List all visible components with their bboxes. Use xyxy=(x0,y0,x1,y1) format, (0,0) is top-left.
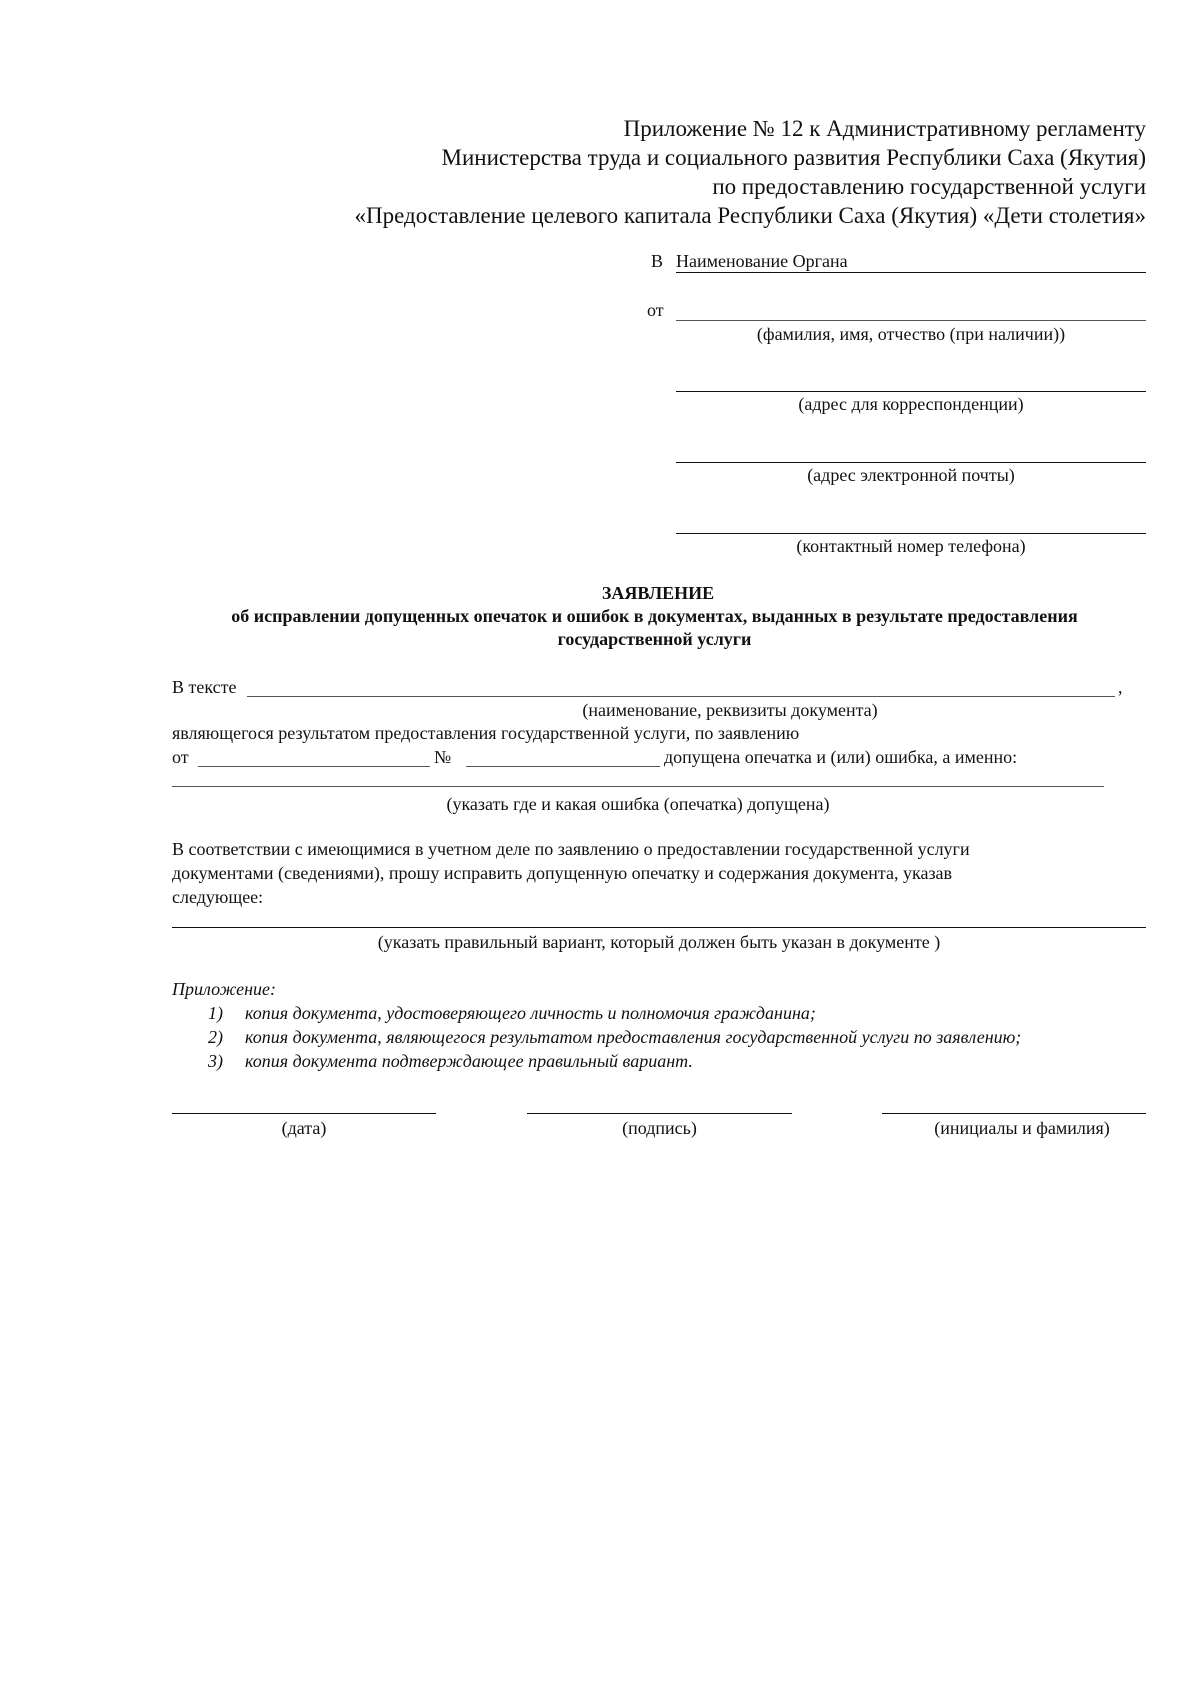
attachment-text: копия документа подтверждающее правильный вариант. xyxy=(245,1051,693,1071)
addressee-email-line[interactable] xyxy=(676,462,1146,463)
paragraph-line-3: следующее: xyxy=(172,887,264,907)
attachment-num: 2) xyxy=(208,1027,223,1047)
document-name-line[interactable] xyxy=(247,696,1115,697)
error-description-line[interactable] xyxy=(172,786,1104,787)
addressee-to-value: Наименование Органа xyxy=(676,251,848,271)
caption-fio: (фамилия, имя, отчество (при наличии)) xyxy=(756,324,1066,344)
from-word: от xyxy=(172,747,189,767)
attachment-num: 1) xyxy=(208,1003,223,1023)
header-line-3: по предоставлению государственной услуги xyxy=(712,174,1146,199)
application-number-line[interactable] xyxy=(466,766,660,767)
paragraph-line-1: В соответствии с имеющимися в учетном деле по заявлению о предоставлении государственной услуги xyxy=(172,839,970,859)
application-date-line[interactable] xyxy=(198,766,430,767)
document-subtitle-2: государственной услуги xyxy=(557,629,752,649)
caption-email: (адрес электронной почты) xyxy=(807,465,1015,485)
addressee-phone-line[interactable] xyxy=(676,533,1146,534)
attachment-num: 3) xyxy=(208,1051,223,1071)
in-text-comma: , xyxy=(1118,677,1123,697)
addressee-address-line[interactable] xyxy=(676,391,1146,392)
caption-address: (адрес для корреспонденции) xyxy=(798,394,1024,414)
signature-line[interactable] xyxy=(527,1113,792,1114)
attachments-heading: Приложение: xyxy=(172,979,277,999)
document-title: ЗАЯВЛЕНИЕ xyxy=(601,583,715,603)
attachment-text: копия документа, удостоверяющего личность и полномочия гражданина; xyxy=(245,1003,816,1023)
error-text: допущена опечатка и (или) ошибка, а именно: xyxy=(664,747,1018,767)
result-line-text: являющегося результатом предоставления государственной услуги, по заявлению xyxy=(172,723,800,743)
paragraph-line-2: документами (сведениями), прошу исправить допущенную опечатку и содержания документа, указав xyxy=(172,863,953,883)
addressee-fio-line[interactable] xyxy=(676,320,1146,321)
caption-error: (указать где и какая ошибка (опечатка) допущена) xyxy=(446,794,830,814)
date-line[interactable] xyxy=(172,1113,436,1114)
correct-variant-line[interactable] xyxy=(172,927,1146,928)
addressee-from-prefix: от xyxy=(647,300,664,320)
caption-correct: (указать правильный вариант, который должен быть указан в документе ) xyxy=(377,932,941,952)
header-line-1: Приложение № 12 к Административному регламенту xyxy=(623,116,1146,141)
caption-signature: (подпись) xyxy=(622,1118,697,1138)
addressee-to-line[interactable] xyxy=(676,272,1146,273)
header-line-2: Министерства труда и социального развития Республики Саха (Якутия) xyxy=(441,145,1146,170)
caption-document: (наименование, реквизиты документа) xyxy=(582,700,878,720)
caption-phone: (контактный номер телефона) xyxy=(796,536,1026,556)
addressee-to-prefix: В xyxy=(651,251,664,271)
header-line-4: «Предоставление целевого капитала Республики Саха (Якутия) «Дети столетия» xyxy=(354,203,1146,228)
number-sign: № xyxy=(434,747,452,767)
in-text-label: В тексте xyxy=(172,677,237,697)
document-subtitle-1: об исправлении допущенных опечаток и ошибок в документах, выданных в результате предоставления xyxy=(231,606,1078,626)
caption-name: (инициалы и фамилия) xyxy=(934,1118,1110,1138)
caption-date: (дата) xyxy=(281,1118,327,1138)
attachment-text: копия документа, являющегося результатом предоставления государственной услуги по заявлению; xyxy=(245,1027,1022,1047)
name-line[interactable] xyxy=(882,1113,1146,1114)
